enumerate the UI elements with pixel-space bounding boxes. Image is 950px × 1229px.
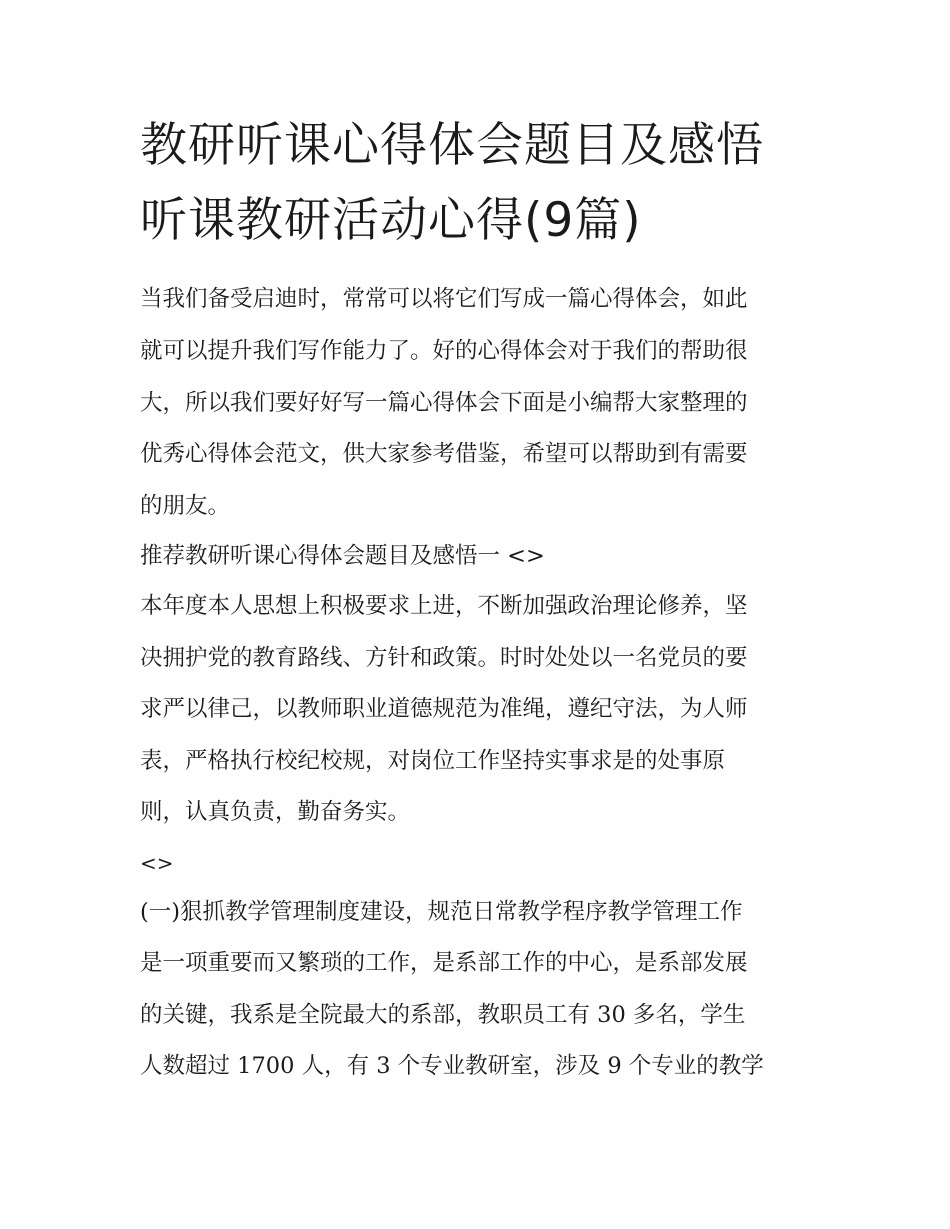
text-line: (一)狠抓教学管理制度建设，规范日常教学程序教学管理工作 — [140, 898, 743, 925]
title-line: 听课教研活动心得(9篇) — [140, 193, 642, 248]
text-line: 的关键，我系是全院最大的系部，教职员工有 30 多名，学生 — [140, 1001, 746, 1028]
text-line: 人数超过 1700 人，有 3 个专业教研室，涉及 9 个专业的教学 — [140, 1053, 764, 1079]
text-line: 就可以提升我们写作能力了。好的心得体会对于我们的帮助很 — [140, 338, 748, 364]
document-title — [140, 108, 840, 258]
text-line: 则，认真负责，勤奋务实。 — [140, 799, 411, 825]
text-line: 本年度本人思想上积极要求上进，不断加强政治理论修养，坚 — [140, 593, 748, 619]
text-line: 的朋友。 — [140, 492, 231, 519]
text-line: <> — [140, 850, 174, 875]
body-paragraph — [140, 887, 820, 1093]
text-line: 当我们备受启迪时，常常可以将它们写成一篇心得体会，如此 — [140, 286, 748, 312]
text-line: 求严以律己，以教师职业道德规范为准绳，遵纪守法，为人师 — [140, 696, 748, 722]
placeholder-marker — [140, 839, 820, 887]
text-line: 大，所以我们要好好写一篇心得体会下面是小编帮大家整理的 — [140, 389, 748, 416]
text-line: 是一项重要而又繁琐的工作，是系部工作的中心，是系部发展 — [140, 950, 748, 976]
document-body — [140, 274, 820, 1093]
body-paragraph — [140, 581, 820, 839]
text-line: 优秀心得体会范文，供大家参考借鉴，希望可以帮助到有需要 — [140, 441, 748, 467]
intro-paragraph — [140, 274, 820, 532]
section-heading — [140, 532, 820, 581]
text-line: 表，严格执行校纪校规，对岗位工作坚持实事求是的处事原 — [140, 747, 726, 774]
title-line: 教研听课心得体会题目及感悟 — [140, 118, 764, 173]
text-line: 推荐教研听课心得体会题目及感悟一 <> — [140, 543, 545, 569]
text-line: 决拥护党的教育路线、方针和政策。时时处处以一名党员的要 — [140, 644, 748, 671]
